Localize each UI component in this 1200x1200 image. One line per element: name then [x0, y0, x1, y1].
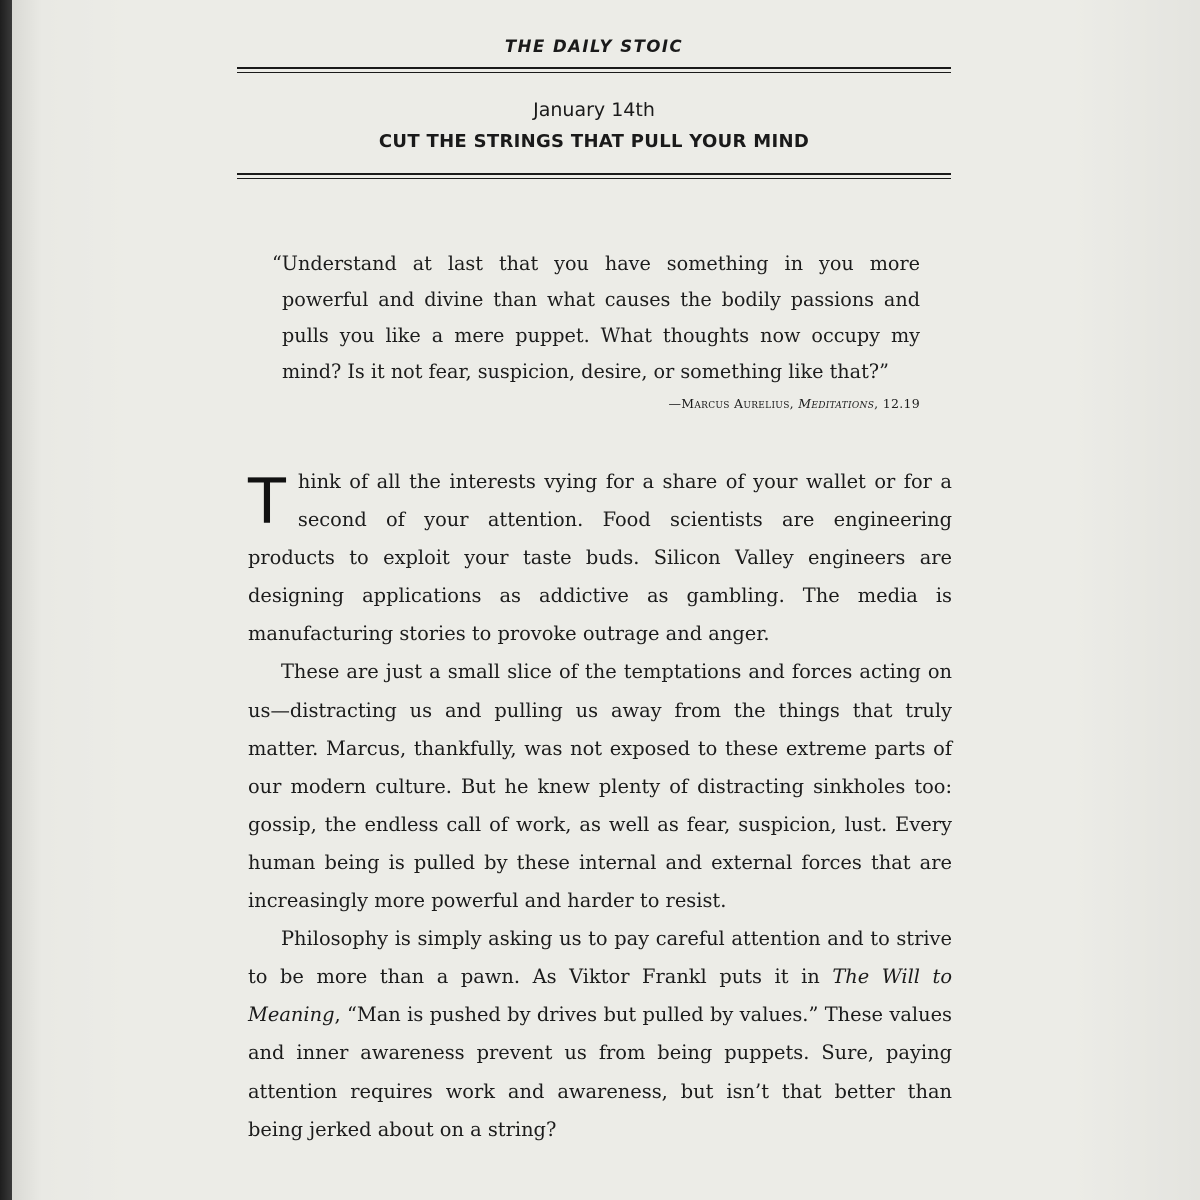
attribution-reference: , 12.19 [874, 396, 920, 411]
page-header [237, 36, 951, 179]
paragraph-1 [248, 463, 952, 653]
attribution-author: —Marcus Aurelius, [668, 396, 799, 411]
epigraph-quote [272, 246, 920, 390]
entry-date: January 14th [533, 99, 655, 121]
book-reference-italic: The Will to Meaning [248, 965, 953, 1027]
entry-title: CUT THE STRINGS THAT PULL YOUR MIND [378, 131, 810, 152]
epigraph-attribution [272, 396, 920, 411]
book-title: THE DAILY STOIC [504, 37, 684, 56]
entry-body [248, 463, 952, 1149]
paragraph-3-text-b: , “Man is pushed by drives but pulled by values.” These values and inner awareness prevent us from being puppets. Sure, paying attention requires work and awareness, but isn’t that better than being jerked about on a string? [248, 1003, 952, 1141]
paragraph-1-text: hink of all the interests vying for a share of your wallet or for a second of your attention. Food scientists are engineering products to exploit your taste buds. Silicon Valley engineers are designing applications as addictive as gambling. The media is manufacturing stories to provoke outrage and anger. [248, 470, 952, 646]
drop-cap: T [248, 465, 286, 538]
paragraph-3 [248, 920, 952, 1149]
paragraph-3-text-a: Philosophy is simply asking us to pay careful attention and to strive to be more than a pawn. As Viktor Frankl puts it in [248, 927, 952, 989]
epigraph-text: “Understand at last that you have something in you more powerful and divine than what causes the bodily passions and pulls you like a mere puppet. What thoughts now occupy my mind? Is it not fear, suspicion, desire, or something like that?” [272, 252, 920, 383]
book-spine-edge [0, 0, 12, 1200]
header-rule-top [237, 67, 951, 73]
paragraph-2: These are just a small slice of the temptations and forces acting on us—distracting us and pulling us away from the things that truly matter. Marcus, thankfully, was not exposed to these extreme parts of our modern culture. But he knew plenty of distracting sinkholes too: gossip, the endless call of work, as well as fear, suspicion, lust. Every human being is pulled by these internal and external forces that are increasingly more powerful and harder to resist. [248, 660, 952, 913]
header-rule-bottom [237, 173, 951, 179]
attribution-work: Meditations [798, 396, 875, 411]
